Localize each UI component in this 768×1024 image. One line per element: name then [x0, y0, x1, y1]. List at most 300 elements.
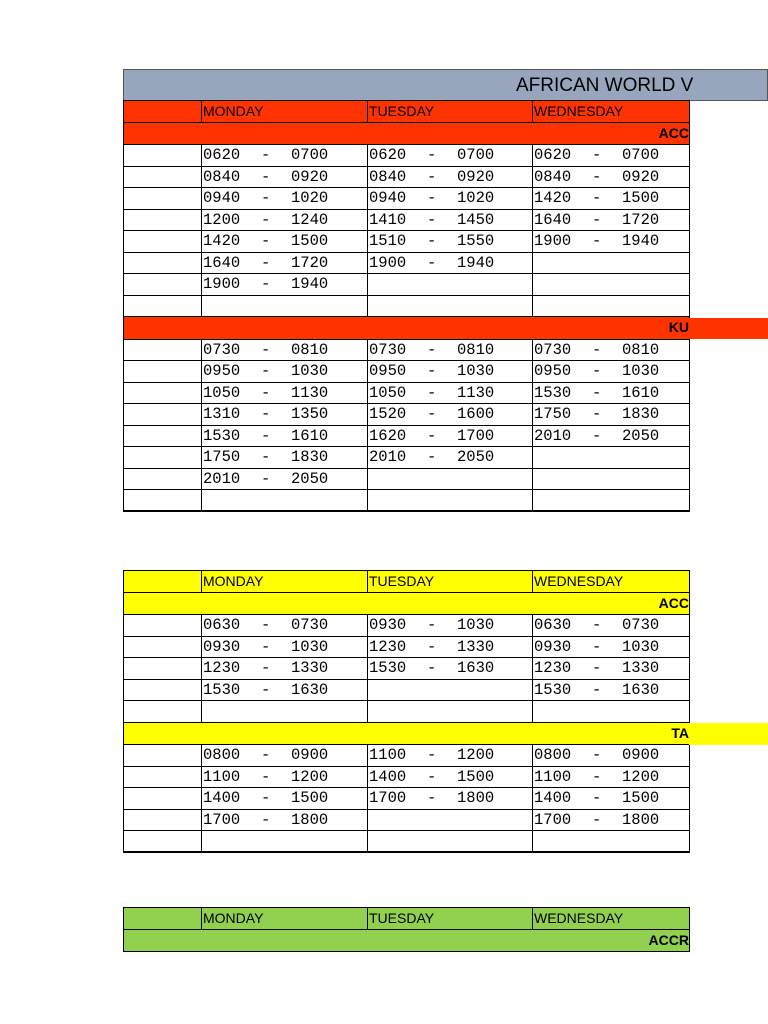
- time-separator: -: [261, 680, 271, 699]
- time-separator: -: [427, 253, 437, 272]
- row-label-cell: [124, 339, 202, 361]
- day-header-monday: MONDAY: [202, 101, 368, 123]
- day-header-tuesday: TUESDAY: [368, 571, 533, 593]
- arrival-time: 1720: [291, 253, 329, 272]
- row-label-cell: [124, 490, 202, 512]
- time-slot-monday: [202, 274, 368, 296]
- departure-time: 1640: [203, 253, 241, 272]
- time-slot-wednesday: [533, 745, 690, 767]
- time-row: [124, 404, 690, 426]
- time-slot-wednesday: [533, 468, 690, 490]
- time-separator: -: [427, 767, 437, 786]
- row-label-cell: [124, 166, 202, 188]
- time-slot-monday: [202, 636, 368, 658]
- time-separator: -: [427, 448, 437, 467]
- arrival-time: 1030: [291, 637, 329, 656]
- arrival-time: 1630: [291, 680, 329, 699]
- arrival-time: 1330: [457, 637, 495, 656]
- time-slot-monday: [202, 252, 368, 274]
- time-slot-monday: [202, 490, 368, 512]
- route-band-overflow: [689, 318, 768, 340]
- time-separator: -: [427, 637, 437, 656]
- time-slot-wednesday: [533, 809, 690, 831]
- time-separator: -: [427, 789, 437, 808]
- arrival-time: 0700: [622, 146, 660, 165]
- time-separator: -: [261, 232, 271, 251]
- day-header-wednesday: WEDNESDAY: [533, 101, 690, 123]
- time-slot-tuesday: [368, 209, 533, 231]
- arrival-time: 1800: [622, 810, 660, 829]
- arrival-time: 0700: [291, 146, 329, 165]
- time-slot-wednesday: [533, 766, 690, 788]
- time-separator: -: [261, 146, 271, 165]
- departure-time: 1530: [369, 659, 407, 678]
- departure-time: 0800: [534, 746, 572, 765]
- time-slot-monday: [202, 209, 368, 231]
- time-slot-tuesday: [368, 679, 533, 701]
- time-row: [124, 701, 690, 723]
- arrival-time: 1500: [622, 789, 660, 808]
- time-separator: -: [427, 426, 437, 445]
- row-label-cell: [124, 274, 202, 296]
- arrival-time: 1600: [457, 405, 495, 424]
- row-label-cell: [124, 658, 202, 680]
- time-separator: -: [592, 680, 602, 699]
- time-slot-monday: [202, 231, 368, 253]
- time-separator: -: [261, 616, 271, 635]
- time-slot-wednesday: [533, 274, 690, 296]
- time-slot-monday: [202, 382, 368, 404]
- time-row: [124, 447, 690, 469]
- departure-time: 0950: [203, 362, 241, 381]
- row-label-cell: [124, 231, 202, 253]
- arrival-time: 1630: [622, 680, 660, 699]
- departure-time: 0620: [534, 146, 572, 165]
- row-label-cell: [124, 447, 202, 469]
- arrival-time: 1830: [622, 405, 660, 424]
- time-row: [124, 339, 690, 361]
- departure-time: 1420: [203, 232, 241, 251]
- row-label-cell: [124, 636, 202, 658]
- time-separator: -: [261, 426, 271, 445]
- departure-time: 1700: [369, 789, 407, 808]
- time-slot-wednesday: [533, 658, 690, 680]
- route-band-overflow: [689, 723, 768, 745]
- departure-time: 1100: [369, 746, 407, 765]
- departure-time: 1530: [534, 680, 572, 699]
- route-label: TA: [671, 724, 689, 741]
- time-row: [124, 252, 690, 274]
- time-separator: -: [592, 659, 602, 678]
- row-label-cell: [124, 679, 202, 701]
- time-row: [124, 361, 690, 383]
- time-separator: -: [592, 767, 602, 786]
- schedule-title: AFRICAN WORLD V: [516, 75, 694, 96]
- departure-time: 1640: [534, 210, 572, 229]
- time-slot-tuesday: [368, 636, 533, 658]
- time-slot-tuesday: [368, 701, 533, 723]
- time-slot-monday: [202, 188, 368, 210]
- departure-time: 1230: [534, 659, 572, 678]
- time-slot-tuesday: [368, 745, 533, 767]
- arrival-time: 1940: [622, 232, 660, 251]
- day-header-tuesday: TUESDAY: [368, 101, 533, 123]
- departure-time: 0620: [203, 146, 241, 165]
- timetable-1: [123, 100, 690, 512]
- departure-time: 1400: [534, 789, 572, 808]
- time-slot-monday: [202, 468, 368, 490]
- time-slot-monday: [202, 745, 368, 767]
- arrival-time: 1030: [622, 362, 660, 381]
- departure-time: 2010: [203, 469, 241, 488]
- departure-time: 1230: [369, 637, 407, 656]
- time-separator: -: [592, 746, 602, 765]
- arrival-time: 1610: [291, 426, 329, 445]
- row-label-cell: [124, 209, 202, 231]
- arrival-time: 0810: [291, 340, 329, 359]
- time-slot-tuesday: [368, 339, 533, 361]
- time-slot-monday: [202, 679, 368, 701]
- time-separator: -: [261, 448, 271, 467]
- time-slot-monday: [202, 361, 368, 383]
- time-separator: -: [261, 189, 271, 208]
- time-separator: -: [427, 659, 437, 678]
- time-slot-wednesday: [533, 788, 690, 810]
- time-slot-monday: [202, 701, 368, 723]
- arrival-time: 1500: [291, 789, 329, 808]
- departure-time: 1310: [203, 405, 241, 424]
- departure-time: 1900: [369, 253, 407, 272]
- departure-time: 1530: [534, 383, 572, 402]
- day-header-row: [124, 571, 690, 593]
- time-row: [124, 831, 690, 853]
- time-slot-tuesday: [368, 166, 533, 188]
- time-slot-tuesday: [368, 188, 533, 210]
- arrival-time: 0700: [457, 146, 495, 165]
- time-separator: -: [261, 275, 271, 294]
- row-label-cell: [124, 615, 202, 637]
- time-row: [124, 274, 690, 296]
- time-separator: -: [261, 405, 271, 424]
- time-separator: -: [261, 767, 271, 786]
- time-slot-tuesday: [368, 809, 533, 831]
- row-label-cell: [124, 701, 202, 723]
- arrival-time: 2050: [291, 469, 329, 488]
- time-row: [124, 166, 690, 188]
- time-slot-wednesday: [533, 404, 690, 426]
- time-row: [124, 615, 690, 637]
- time-slot-wednesday: [533, 231, 690, 253]
- departure-time: 1530: [203, 426, 241, 445]
- departure-time: 0620: [369, 146, 407, 165]
- departure-time: 0940: [369, 189, 407, 208]
- route-band-row: [124, 122, 690, 145]
- departure-time: 0950: [534, 362, 572, 381]
- time-slot-tuesday: [368, 145, 533, 167]
- departure-time: 1420: [534, 189, 572, 208]
- time-separator: -: [427, 210, 437, 229]
- arrival-time: 1020: [291, 189, 329, 208]
- time-separator: -: [261, 167, 271, 186]
- departure-time: 0630: [203, 616, 241, 635]
- time-slot-tuesday: [368, 425, 533, 447]
- time-separator: -: [592, 340, 602, 359]
- time-slot-monday: [202, 809, 368, 831]
- route-label: ACC: [658, 124, 689, 141]
- time-slot-tuesday: [368, 274, 533, 296]
- departure-time: 0950: [369, 362, 407, 381]
- row-label-cell: [124, 831, 202, 853]
- arrival-time: 1020: [457, 189, 495, 208]
- arrival-time: 1940: [291, 275, 329, 294]
- departure-time: 0630: [534, 616, 572, 635]
- arrival-time: 1500: [622, 189, 660, 208]
- time-slot-wednesday: [533, 188, 690, 210]
- row-label-cell: [124, 788, 202, 810]
- time-slot-monday: [202, 339, 368, 361]
- departure-time: 0840: [203, 167, 241, 186]
- row-label-cell: [124, 404, 202, 426]
- time-slot-monday: [202, 425, 368, 447]
- departure-time: 0730: [534, 340, 572, 359]
- time-slot-wednesday: [533, 831, 690, 853]
- time-separator: -: [427, 362, 437, 381]
- arrival-time: 0920: [291, 167, 329, 186]
- time-row: [124, 636, 690, 658]
- time-slot-wednesday: [533, 361, 690, 383]
- time-row: [124, 658, 690, 680]
- time-separator: -: [592, 210, 602, 229]
- arrival-time: 1200: [622, 767, 660, 786]
- arrival-time: 1450: [457, 210, 495, 229]
- time-slot-monday: [202, 788, 368, 810]
- time-slot-wednesday: [533, 295, 690, 317]
- arrival-time: 1630: [457, 659, 495, 678]
- departure-time: 1700: [534, 810, 572, 829]
- departure-time: 2010: [534, 426, 572, 445]
- row-label-cell: [124, 188, 202, 210]
- time-row: [124, 788, 690, 810]
- arrival-time: 0730: [291, 616, 329, 635]
- day-header-row: [124, 101, 690, 123]
- departure-time: 1620: [369, 426, 407, 445]
- departure-time: 1530: [203, 680, 241, 699]
- time-separator: -: [261, 789, 271, 808]
- time-slot-monday: [202, 447, 368, 469]
- departure-time: 1410: [369, 210, 407, 229]
- time-slot-tuesday: [368, 231, 533, 253]
- arrival-time: 0900: [291, 746, 329, 765]
- arrival-time: 1240: [291, 210, 329, 229]
- arrival-time: 1940: [457, 253, 495, 272]
- time-slot-wednesday: [533, 679, 690, 701]
- day-header-monday: MONDAY: [202, 571, 368, 593]
- arrival-time: 1800: [291, 810, 329, 829]
- time-row: [124, 679, 690, 701]
- time-slot-tuesday: [368, 788, 533, 810]
- departure-time: 1400: [203, 789, 241, 808]
- time-separator: -: [261, 210, 271, 229]
- row-label-cell: [124, 809, 202, 831]
- departure-time: 0800: [203, 746, 241, 765]
- header-corner-cell: [124, 571, 202, 593]
- departure-time: 0930: [534, 637, 572, 656]
- time-separator: -: [261, 362, 271, 381]
- route-band-row: [124, 722, 690, 745]
- time-slot-monday: [202, 615, 368, 637]
- time-slot-tuesday: [368, 468, 533, 490]
- route-label: KU: [668, 319, 689, 335]
- departure-time: 1100: [534, 767, 572, 786]
- arrival-time: 1200: [291, 767, 329, 786]
- time-separator: -: [592, 637, 602, 656]
- departure-time: 0940: [203, 189, 241, 208]
- time-slot-wednesday: [533, 166, 690, 188]
- row-label-cell: [124, 295, 202, 317]
- time-separator: -: [592, 362, 602, 381]
- arrival-time: 1130: [291, 383, 329, 402]
- arrival-time: 0730: [622, 616, 660, 635]
- arrival-time: 1830: [291, 448, 329, 467]
- time-slot-wednesday: [533, 339, 690, 361]
- time-row: [124, 382, 690, 404]
- time-separator: -: [592, 146, 602, 165]
- arrival-time: 1200: [457, 746, 495, 765]
- time-slot-wednesday: [533, 615, 690, 637]
- day-header-row: [124, 908, 690, 930]
- time-separator: -: [427, 340, 437, 359]
- time-row: [124, 468, 690, 490]
- arrival-time: 2050: [457, 448, 495, 467]
- time-separator: -: [261, 253, 271, 272]
- time-slot-tuesday: [368, 831, 533, 853]
- time-separator: -: [592, 789, 602, 808]
- time-slot-wednesday: [533, 425, 690, 447]
- row-label-cell: [124, 425, 202, 447]
- time-separator: -: [261, 637, 271, 656]
- time-separator: -: [261, 810, 271, 829]
- row-label-cell: [124, 745, 202, 767]
- arrival-time: 1330: [291, 659, 329, 678]
- timetable-2: [123, 570, 690, 853]
- arrival-time: 1130: [457, 383, 495, 402]
- arrival-time: 1550: [457, 232, 495, 251]
- time-row: [124, 231, 690, 253]
- time-separator: -: [427, 746, 437, 765]
- route-band-row: [124, 929, 690, 952]
- arrival-time: 1500: [457, 767, 495, 786]
- time-separator: -: [261, 383, 271, 402]
- time-row: [124, 145, 690, 167]
- arrival-time: 1330: [622, 659, 660, 678]
- arrival-time: 1500: [291, 232, 329, 251]
- time-slot-monday: [202, 295, 368, 317]
- schedule-title-bar: [123, 69, 768, 101]
- route-label: ACC: [658, 594, 689, 611]
- time-separator: -: [592, 167, 602, 186]
- arrival-time: 0810: [622, 340, 660, 359]
- time-separator: -: [427, 189, 437, 208]
- time-slot-wednesday: [533, 382, 690, 404]
- time-row: [124, 745, 690, 767]
- row-label-cell: [124, 252, 202, 274]
- departure-time: 1230: [203, 659, 241, 678]
- row-label-cell: [124, 766, 202, 788]
- departure-time: 1900: [203, 275, 241, 294]
- timetable-3: [123, 907, 690, 952]
- time-slot-tuesday: [368, 382, 533, 404]
- time-slot-monday: [202, 404, 368, 426]
- departure-time: 0840: [369, 167, 407, 186]
- row-label-cell: [124, 361, 202, 383]
- row-label-cell: [124, 382, 202, 404]
- departure-time: 1750: [203, 448, 241, 467]
- time-row: [124, 425, 690, 447]
- arrival-time: 1720: [622, 210, 660, 229]
- time-slot-monday: [202, 658, 368, 680]
- time-slot-tuesday: [368, 658, 533, 680]
- time-slot-wednesday: [533, 490, 690, 512]
- departure-time: 1100: [203, 767, 241, 786]
- time-separator: -: [261, 340, 271, 359]
- time-separator: -: [261, 746, 271, 765]
- arrival-time: 1800: [457, 789, 495, 808]
- time-slot-tuesday: [368, 615, 533, 637]
- time-slot-monday: [202, 831, 368, 853]
- route-band-row: [124, 592, 690, 615]
- route-label: ACCR: [648, 931, 689, 948]
- time-separator: -: [592, 232, 602, 251]
- day-header-wednesday: WEDNESDAY: [533, 908, 690, 930]
- time-row: [124, 188, 690, 210]
- arrival-time: 0920: [622, 167, 660, 186]
- time-slot-tuesday: [368, 490, 533, 512]
- time-slot-monday: [202, 145, 368, 167]
- time-separator: -: [427, 383, 437, 402]
- time-separator: -: [592, 810, 602, 829]
- arrival-time: 1030: [457, 616, 495, 635]
- time-separator: -: [427, 616, 437, 635]
- time-slot-monday: [202, 766, 368, 788]
- time-slot-wednesday: [533, 252, 690, 274]
- time-separator: -: [427, 405, 437, 424]
- header-corner-cell: [124, 101, 202, 123]
- time-separator: -: [261, 469, 271, 488]
- arrival-time: 0900: [622, 746, 660, 765]
- time-separator: -: [592, 383, 602, 402]
- time-separator: -: [592, 426, 602, 445]
- day-header-wednesday: WEDNESDAY: [533, 571, 690, 593]
- arrival-time: 1030: [457, 362, 495, 381]
- departure-time: 1700: [203, 810, 241, 829]
- time-row: [124, 295, 690, 317]
- departure-time: 1400: [369, 767, 407, 786]
- departure-time: 1520: [369, 405, 407, 424]
- arrival-time: 1700: [457, 426, 495, 445]
- time-slot-wednesday: [533, 209, 690, 231]
- arrival-time: 1030: [622, 637, 660, 656]
- row-label-cell: [124, 468, 202, 490]
- arrival-time: 0810: [457, 340, 495, 359]
- arrival-time: 1350: [291, 405, 329, 424]
- departure-time: 1750: [534, 405, 572, 424]
- time-slot-tuesday: [368, 252, 533, 274]
- departure-time: 0840: [534, 167, 572, 186]
- time-slot-wednesday: [533, 701, 690, 723]
- time-separator: -: [427, 167, 437, 186]
- departure-time: 1050: [369, 383, 407, 402]
- time-slot-wednesday: [533, 636, 690, 658]
